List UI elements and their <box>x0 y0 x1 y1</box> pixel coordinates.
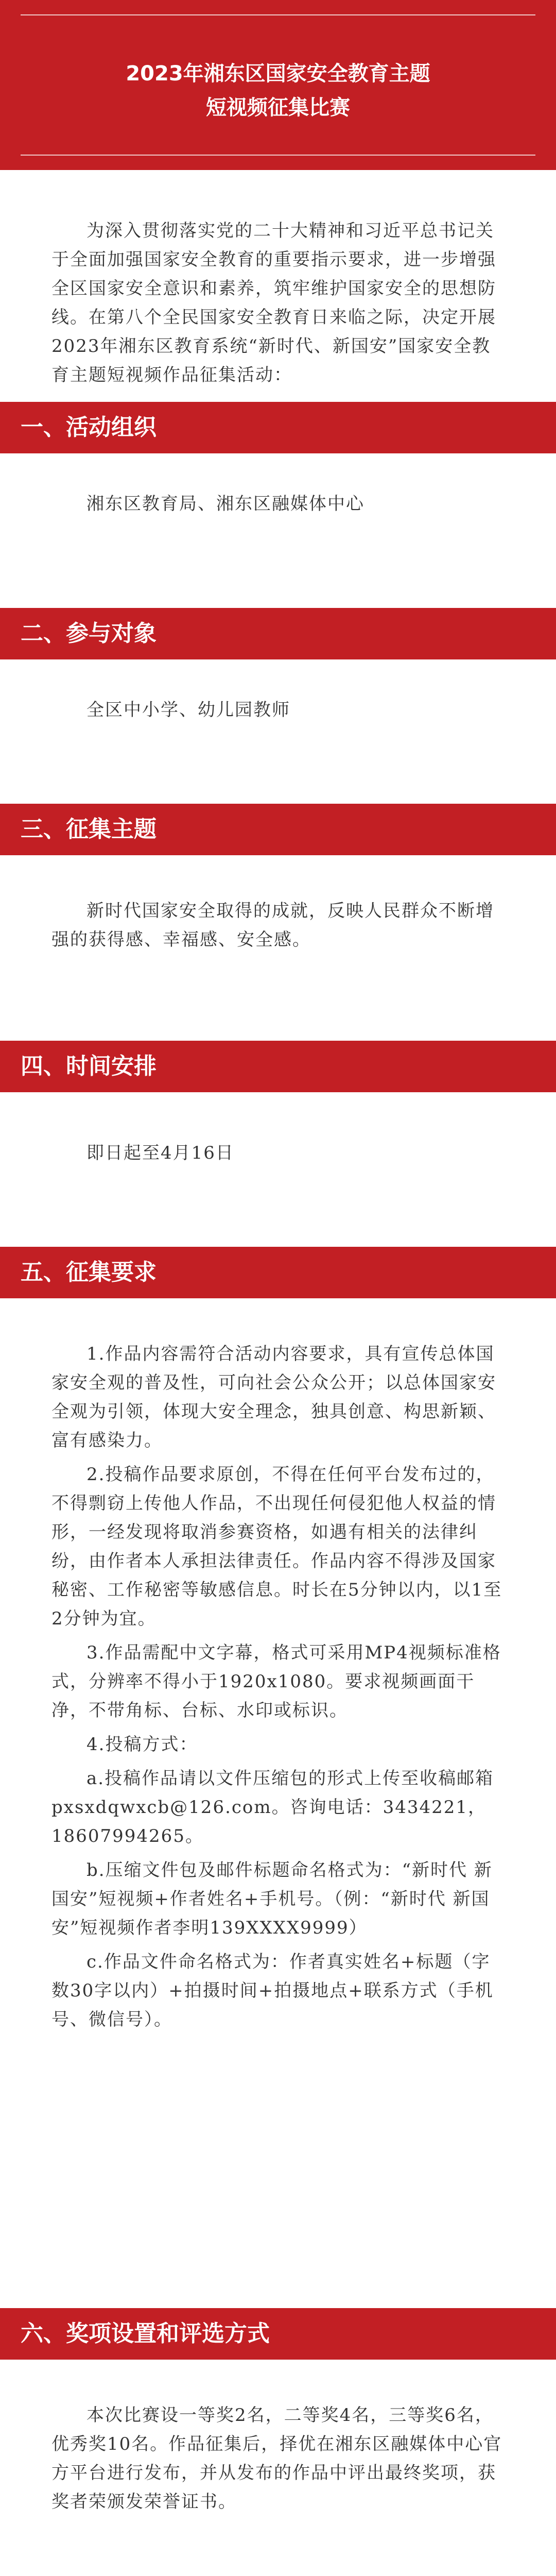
intro-paragraph: 为深入贯彻落实党的二十大精神和习近平总书记关于全面加强国家安全教育的重要指示要求，进一步增强全区国家安全意识和素养，筑牢维护国家安全的思想防线。在第八个全民国家安全教育日来临之际，决定开展2023年湘东区教育系统“新时代、新国安”国家安全教育主题短视频作品征集活动： <box>51 221 496 385</box>
requirement-4c: c.作品文件命名格式为：作者真实姓名+标题（字数30字以内）+拍摄时间+拍摄地点+联系方式（手机号、微信号）。 <box>51 1952 494 2030</box>
requirement-1: 1.作品内容需符合活动内容要求，具有宣传总体国家安全观的普及性，可向社会公众公开；以总体国家安全观为引领，体现大安全理念，独具创意、构思新颖、富有感染力。 <box>51 1344 496 1451</box>
title-line-2: 短视频征集比赛 <box>206 96 350 120</box>
awards-text: 本次比赛设一等奖2名，二等奖4名，三等奖6名，优秀奖10名。作品征集后，择优在湘东区融媒体中心官方平台进行发布，并从发布的作品中评出最终奖项，获奖者荣颁发荣誉证书。 <box>51 2405 502 2512</box>
section-label: 三、征集主题 <box>21 816 157 842</box>
header-banner <box>0 0 556 170</box>
section-header-schedule <box>0 1041 556 1092</box>
requirement-4b: b.压缩文件包及邮件标题命名格式为：“新时代 新国安”短视频+作者姓名+手机号。（例：“新时代 新国安”短视频作者李明139XXXX9999） <box>51 1860 493 1938</box>
section-label: 一、活动组织 <box>21 414 157 440</box>
requirement-4: 4.投稿方式： <box>86 1734 198 1755</box>
requirement-2: 2.投稿作品要求原创，不得在任何平台发布过的，不得剽窃上传他人作品，不出现任何侵犯他人权益的情形，一经发现将取消参赛资格，如遇有相关的法律纠纷，由作者本人承担法律责任。作品内容不得涉及国家秘密、工作秘密等敏感信息。时长在5分钟以内，以1至2分钟为宜。 <box>51 1464 502 1629</box>
organization-text: 湘东区教育局、湘东区融媒体中心 <box>86 494 364 514</box>
requirements-body <box>51 1340 505 2034</box>
section-header-organization <box>0 402 556 453</box>
header-bottom-line <box>21 155 535 156</box>
section-label: 四、时间安排 <box>21 1053 157 1079</box>
header-top-line <box>21 14 535 15</box>
requirement-3: 3.作品需配中文字幕，格式可采用MP4视频标准格式，分辨率不得小于1920x1080。要求视频画面干净，不带角标、台标、水印或标识。 <box>51 1642 501 1721</box>
theme-text: 新时代国家安全取得的成就，反映人民群众不断增强的获得感、幸福感、安全感。 <box>51 901 494 950</box>
schedule-text: 即日起至4月16日 <box>86 1143 234 1163</box>
requirement-4a: a.投稿作品请以文件压缩包的形式上传至收稿邮箱pxsxdqwxcb@126.com。咨询电话：3434221，18607994265。 <box>51 1768 494 1846</box>
section-label: 二、参与对象 <box>21 620 157 647</box>
section-label: 六、奖项设置和评选方式 <box>21 2320 270 2347</box>
title-line-1: 2023年湘东区国家安全教育主题 <box>126 62 430 86</box>
section-header-requirements <box>0 1247 556 1298</box>
section-header-theme <box>0 804 556 855</box>
section-header-participants <box>0 608 556 659</box>
page-title <box>0 57 556 125</box>
section-label: 五、征集要求 <box>21 1259 157 1285</box>
participants-text: 全区中小学、幼儿园教师 <box>86 700 290 720</box>
section-header-awards <box>0 2308 556 2360</box>
